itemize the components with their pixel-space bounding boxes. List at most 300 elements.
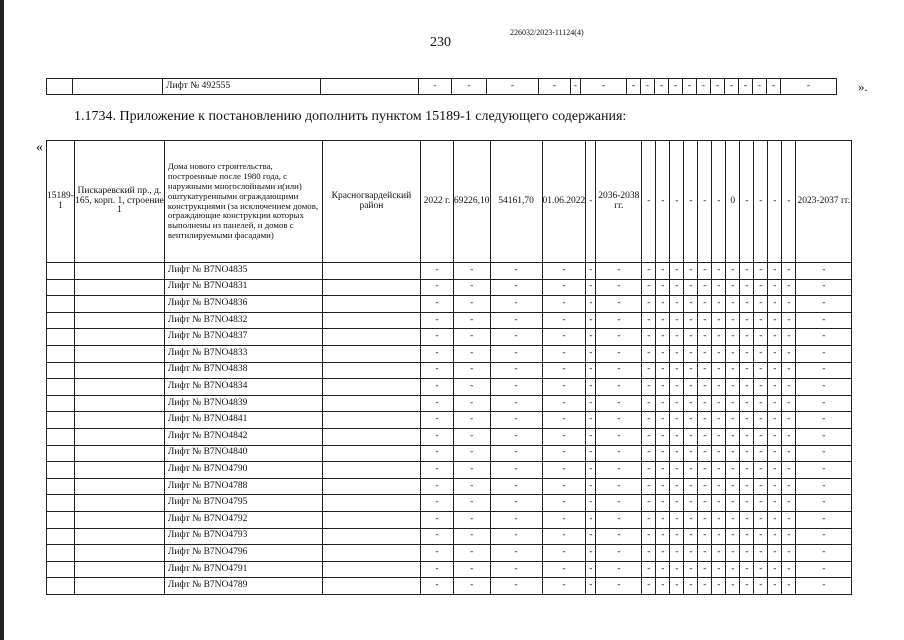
dash-cell: -: [670, 561, 684, 578]
dash-cell: -: [796, 329, 852, 346]
dash-cell: -: [782, 528, 796, 545]
dash-cell: -: [753, 79, 767, 95]
dash-cell: -: [542, 511, 586, 528]
table-row: [47, 345, 852, 362]
dash-cell: -: [684, 345, 698, 362]
dash-cell: -: [542, 329, 586, 346]
empty-cell: [74, 478, 164, 495]
dash-cell: -: [420, 445, 453, 462]
dash-cell: -: [768, 545, 782, 562]
dash-cell: -: [542, 412, 586, 429]
lift-label: Лифт № В7NO4836: [164, 296, 322, 313]
dash-cell: -: [698, 395, 712, 412]
dash-cell: -: [586, 279, 596, 296]
dash-cell: -: [754, 296, 768, 313]
dash-cell: -: [627, 79, 641, 95]
dash-cell: -: [712, 362, 726, 379]
description-cell: Дома нового строительства, построенные после 1980 года, с наружными многослойными и(или) оштукатуренными ограждающими конструкциями (за исключением домов, ограждающие конструкции которых выполнены из панелей, и домов с вентилируемыми фасадами): [164, 141, 322, 263]
dash-cell: -: [698, 511, 712, 528]
dash-cell: -: [768, 462, 782, 479]
dash-cell: -: [768, 428, 782, 445]
dash-cell: -: [726, 511, 740, 528]
dash-cell: -: [670, 345, 684, 362]
dash-cell: -: [596, 478, 642, 495]
dash-cell: -: [712, 412, 726, 429]
dash-cell: -: [754, 379, 768, 396]
dash-cell: -: [684, 395, 698, 412]
opening-quote: «: [36, 140, 43, 155]
dash-cell: -: [740, 412, 754, 429]
dash-cell: -: [596, 379, 642, 396]
dash-cell: -: [712, 561, 726, 578]
dash-cell: -: [684, 412, 698, 429]
empty-cell: [322, 263, 420, 280]
dash-cell: -: [420, 379, 453, 396]
dash-cell: -: [453, 279, 490, 296]
dash-cell: -: [420, 561, 453, 578]
lift-label: Лифт № В7NO4835: [164, 263, 322, 280]
dash-cell: -: [596, 561, 642, 578]
main-table-row: [47, 141, 852, 263]
dash-cell: -: [782, 561, 796, 578]
dash-cell: -: [490, 528, 542, 545]
dash-cell: -: [768, 395, 782, 412]
dash-cell: -: [542, 279, 586, 296]
dash-cell: -: [740, 578, 754, 595]
dash-cell: -: [419, 79, 452, 95]
dash-cell: -: [740, 478, 754, 495]
dash-cell: -: [782, 511, 796, 528]
dash-cell: -: [712, 545, 726, 562]
dash-cell: -: [740, 495, 754, 512]
dash-cell: -: [754, 428, 768, 445]
dash-cell: -: [542, 445, 586, 462]
dash-cell: -: [490, 279, 542, 296]
dash-cell: -: [656, 561, 670, 578]
dash-cell: -: [782, 395, 796, 412]
dash-cell: -: [796, 495, 852, 512]
dash-cell: -: [712, 263, 726, 280]
table-row: [47, 412, 852, 429]
dash-cell: -: [420, 545, 453, 562]
dash-cell: -: [596, 312, 642, 329]
dash-cell: -: [453, 428, 490, 445]
dash-cell: -: [642, 478, 656, 495]
dash-cell: -: [754, 511, 768, 528]
dash-cell: -: [656, 345, 670, 362]
dash-cell: -: [642, 528, 656, 545]
table-row: [47, 561, 852, 578]
dash-cell: -: [642, 412, 656, 429]
dash-cell: -: [656, 329, 670, 346]
dash-cell: -: [586, 141, 596, 263]
dash-cell: -: [768, 578, 782, 595]
dash-cell: -: [542, 578, 586, 595]
dash-cell: -: [698, 362, 712, 379]
dash-cell: -: [596, 296, 642, 313]
empty-cell: [47, 412, 75, 429]
lift-label: Лифт № В7NO4840: [164, 445, 322, 462]
dash-cell: -: [490, 561, 542, 578]
dash-cell: -: [740, 428, 754, 445]
empty-cell: [74, 379, 164, 396]
dash-cell: -: [796, 545, 852, 562]
dash-cell: -: [490, 412, 542, 429]
dash-cell: -: [684, 296, 698, 313]
dash-cell: -: [684, 379, 698, 396]
dash-cell: -: [490, 329, 542, 346]
date-cell: 01.06.2022: [542, 141, 586, 263]
dash-cell: -: [542, 478, 586, 495]
dash-cell: -: [453, 379, 490, 396]
table-row: [47, 528, 852, 545]
dash-cell: -: [726, 395, 740, 412]
dash-cell: -: [684, 511, 698, 528]
dash-cell: -: [453, 412, 490, 429]
dash-cell: -: [596, 362, 642, 379]
dash-cell: -: [586, 362, 596, 379]
empty-cell: [322, 445, 420, 462]
table-row: [47, 395, 852, 412]
empty-cell: [74, 329, 164, 346]
dash-cell: -: [712, 528, 726, 545]
dash-cell: -: [796, 528, 852, 545]
dash-cell: -: [656, 362, 670, 379]
dash-cell: -: [782, 445, 796, 462]
dash-cell: -: [596, 528, 642, 545]
district-cell: Красногвардейский район: [322, 141, 420, 263]
dash-cell: -: [586, 545, 596, 562]
dash-cell: -: [740, 312, 754, 329]
dash-cell: -: [453, 345, 490, 362]
dash-cell: -: [698, 528, 712, 545]
lift-label: Лифт № В7NO4832: [164, 312, 322, 329]
dash-cell: -: [754, 528, 768, 545]
dash-cell: -: [726, 379, 740, 396]
empty-cell: [74, 528, 164, 545]
dash-cell: -: [420, 263, 453, 280]
address-cell: Пискаревский пр., д. 165, корп. 1, строение 1: [74, 141, 164, 263]
empty-cell: [47, 478, 75, 495]
dash-cell: -: [453, 395, 490, 412]
dash-cell: -: [740, 462, 754, 479]
amendment-paragraph: 1.1734. Приложение к постановлению дополнить пунктом 15189-1 следующего содержания:: [74, 109, 627, 124]
dash-cell: -: [453, 312, 490, 329]
dash-cell: -: [490, 445, 542, 462]
dash-cell: -: [782, 312, 796, 329]
empty-cell: [74, 445, 164, 462]
dash-cell: -: [796, 578, 852, 595]
lift-label: Лифт № В7NO4841: [164, 412, 322, 429]
dash-cell: -: [596, 462, 642, 479]
dash-cell: -: [542, 462, 586, 479]
dash-cell: -: [740, 528, 754, 545]
dash-cell: -: [542, 362, 586, 379]
dash-cell: -: [656, 141, 670, 263]
dash-cell: -: [712, 296, 726, 313]
dash-cell: -: [712, 495, 726, 512]
dash-cell: -: [642, 511, 656, 528]
dash-cell: -: [754, 561, 768, 578]
dash-cell: -: [670, 279, 684, 296]
dash-cell: -: [740, 545, 754, 562]
dash-cell: -: [796, 395, 852, 412]
dash-cell: -: [740, 561, 754, 578]
dash-cell: -: [768, 141, 782, 263]
zero-cell: 0: [726, 141, 740, 263]
empty-cell: [47, 279, 75, 296]
dash-cell: -: [453, 511, 490, 528]
table-row: [47, 478, 852, 495]
table-row: [47, 578, 852, 595]
dash-cell: -: [796, 279, 852, 296]
dash-cell: -: [754, 412, 768, 429]
dash-cell: -: [768, 478, 782, 495]
dash-cell: -: [796, 345, 852, 362]
empty-cell: [47, 561, 75, 578]
dash-cell: -: [596, 495, 642, 512]
dash-cell: -: [754, 578, 768, 595]
empty-cell: [74, 545, 164, 562]
dash-cell: -: [754, 345, 768, 362]
dash-cell: -: [768, 263, 782, 280]
dash-cell: -: [670, 412, 684, 429]
dash-cell: -: [586, 329, 596, 346]
dash-cell: -: [656, 462, 670, 479]
dash-cell: -: [796, 428, 852, 445]
dash-cell: -: [698, 495, 712, 512]
table-row: [47, 329, 852, 346]
empty-cell: [322, 478, 420, 495]
dash-cell: -: [642, 578, 656, 595]
page-number: 230: [430, 35, 451, 50]
dash-cell: -: [740, 379, 754, 396]
dash-cell: -: [542, 495, 586, 512]
empty-cell: [74, 511, 164, 528]
dash-cell: -: [670, 296, 684, 313]
dash-cell: -: [726, 329, 740, 346]
dash-cell: -: [420, 329, 453, 346]
dash-cell: -: [768, 329, 782, 346]
dash-cell: -: [698, 462, 712, 479]
dash-cell: -: [684, 362, 698, 379]
table-row: [47, 511, 852, 528]
dash-cell: -: [768, 511, 782, 528]
dash-cell: -: [586, 528, 596, 545]
dash-cell: -: [698, 329, 712, 346]
dash-cell: -: [453, 329, 490, 346]
dash-cell: -: [642, 379, 656, 396]
area-total-cell: 69226,10: [453, 141, 490, 263]
dash-cell: -: [782, 428, 796, 445]
dash-cell: -: [684, 329, 698, 346]
dash-cell: -: [420, 395, 453, 412]
dash-cell: -: [656, 578, 670, 595]
dash-cell: -: [782, 141, 796, 263]
dash-cell: -: [420, 312, 453, 329]
empty-cell: [47, 445, 75, 462]
amendment-table: [46, 140, 852, 595]
dash-cell: -: [754, 362, 768, 379]
dash-cell: -: [453, 362, 490, 379]
dash-cell: -: [453, 462, 490, 479]
dash-cell: -: [726, 462, 740, 479]
dash-cell: -: [490, 296, 542, 313]
dash-cell: -: [698, 412, 712, 429]
dash-cell: -: [542, 428, 586, 445]
dash-cell: -: [712, 329, 726, 346]
document-number: 226032/2023-11124(4): [510, 28, 584, 37]
dash-cell: -: [796, 263, 852, 280]
table-row: [47, 445, 852, 462]
lift-label: Лифт № В7NO4796: [164, 545, 322, 562]
empty-cell: [47, 578, 75, 595]
dash-cell: -: [768, 495, 782, 512]
dash-cell: -: [490, 345, 542, 362]
dash-cell: -: [698, 279, 712, 296]
dash-cell: -: [684, 263, 698, 280]
dash-cell: -: [642, 345, 656, 362]
dash-cell: -: [768, 412, 782, 429]
dash-cell: -: [596, 279, 642, 296]
lift-label: Лифт № В7NO4837: [164, 329, 322, 346]
dash-cell: -: [768, 279, 782, 296]
dash-cell: -: [586, 462, 596, 479]
empty-cell: [322, 362, 420, 379]
dash-cell: -: [754, 495, 768, 512]
dash-cell: -: [684, 279, 698, 296]
dash-cell: -: [684, 462, 698, 479]
dash-cell: -: [684, 561, 698, 578]
dash-cell: -: [740, 329, 754, 346]
lift-label: Лифт № В7NO4833: [164, 345, 322, 362]
dash-cell: -: [542, 345, 586, 362]
dash-cell: -: [782, 345, 796, 362]
dash-cell: -: [754, 141, 768, 263]
dash-cell: -: [740, 296, 754, 313]
lift-label: Лифт № В7NO4842: [164, 428, 322, 445]
dash-cell: -: [712, 312, 726, 329]
empty-cell: [74, 279, 164, 296]
dash-cell: -: [596, 511, 642, 528]
dash-cell: -: [670, 445, 684, 462]
dash-cell: -: [542, 379, 586, 396]
dash-cell: -: [642, 362, 656, 379]
dash-cell: -: [726, 296, 740, 313]
empty-cell: [322, 578, 420, 595]
empty-cell: [47, 395, 75, 412]
dash-cell: -: [740, 362, 754, 379]
dash-cell: -: [420, 412, 453, 429]
dash-cell: -: [656, 263, 670, 280]
previous-table-fragment: [46, 78, 837, 95]
dash-cell: -: [782, 462, 796, 479]
dash-cell: -: [670, 263, 684, 280]
dash-cell: -: [490, 428, 542, 445]
empty-cell: [74, 578, 164, 595]
dash-cell: -: [754, 545, 768, 562]
lift-label: Лифт № В7NO4793: [164, 528, 322, 545]
year-cell: 2022 г.: [420, 141, 453, 263]
dash-cell: -: [642, 279, 656, 296]
dash-cell: -: [739, 79, 753, 95]
dash-cell: -: [453, 445, 490, 462]
dash-cell: -: [642, 545, 656, 562]
lift-label: Лифт № В7NO4792: [164, 511, 322, 528]
dash-cell: -: [542, 561, 586, 578]
dash-cell: -: [712, 279, 726, 296]
empty-cell: [74, 561, 164, 578]
dash-cell: -: [642, 312, 656, 329]
empty-cell: [47, 545, 75, 562]
dash-cell: -: [453, 528, 490, 545]
lift-label: Лифт № В7NO4834: [164, 379, 322, 396]
lift-label: Лифт № 492555: [163, 79, 321, 95]
dash-cell: -: [754, 312, 768, 329]
table-row: [47, 312, 852, 329]
dash-cell: -: [586, 412, 596, 429]
dash-cell: -: [542, 528, 586, 545]
dash-cell: -: [684, 312, 698, 329]
dash-cell: -: [712, 379, 726, 396]
dash-cell: -: [684, 528, 698, 545]
dash-cell: -: [726, 428, 740, 445]
lift-label: Лифт № В7NO4838: [164, 362, 322, 379]
empty-cell: [322, 345, 420, 362]
dash-cell: -: [453, 296, 490, 313]
dash-cell: -: [656, 511, 670, 528]
dash-cell: -: [768, 561, 782, 578]
empty-cell: [74, 495, 164, 512]
lift-label: Лифт № В7NO4831: [164, 279, 322, 296]
dash-cell: -: [712, 345, 726, 362]
dash-cell: -: [726, 545, 740, 562]
dash-cell: -: [487, 79, 539, 95]
dash-cell: -: [698, 345, 712, 362]
dash-cell: -: [712, 462, 726, 479]
empty-cell: [74, 312, 164, 329]
dash-cell: -: [453, 495, 490, 512]
dash-cell: -: [642, 296, 656, 313]
dash-cell: -: [754, 445, 768, 462]
table-row: [47, 279, 852, 296]
dash-cell: -: [726, 528, 740, 545]
lift-label: Лифт № В7NO4788: [164, 478, 322, 495]
dash-cell: -: [698, 428, 712, 445]
dash-cell: -: [796, 511, 852, 528]
dash-cell: -: [684, 545, 698, 562]
dash-cell: -: [490, 578, 542, 595]
dash-cell: -: [781, 79, 837, 95]
empty-cell: [74, 462, 164, 479]
dash-cell: -: [698, 263, 712, 280]
dash-cell: -: [796, 478, 852, 495]
dash-cell: -: [586, 395, 596, 412]
empty-cell: [74, 263, 164, 280]
dash-cell: -: [420, 362, 453, 379]
dash-cell: -: [670, 478, 684, 495]
dash-cell: -: [670, 578, 684, 595]
empty-cell: [322, 379, 420, 396]
dash-cell: -: [542, 395, 586, 412]
dash-cell: -: [581, 79, 627, 95]
dash-cell: -: [740, 345, 754, 362]
dash-cell: -: [698, 141, 712, 263]
dash-cell: -: [670, 362, 684, 379]
dash-cell: -: [670, 511, 684, 528]
dash-cell: -: [420, 578, 453, 595]
dash-cell: -: [490, 312, 542, 329]
